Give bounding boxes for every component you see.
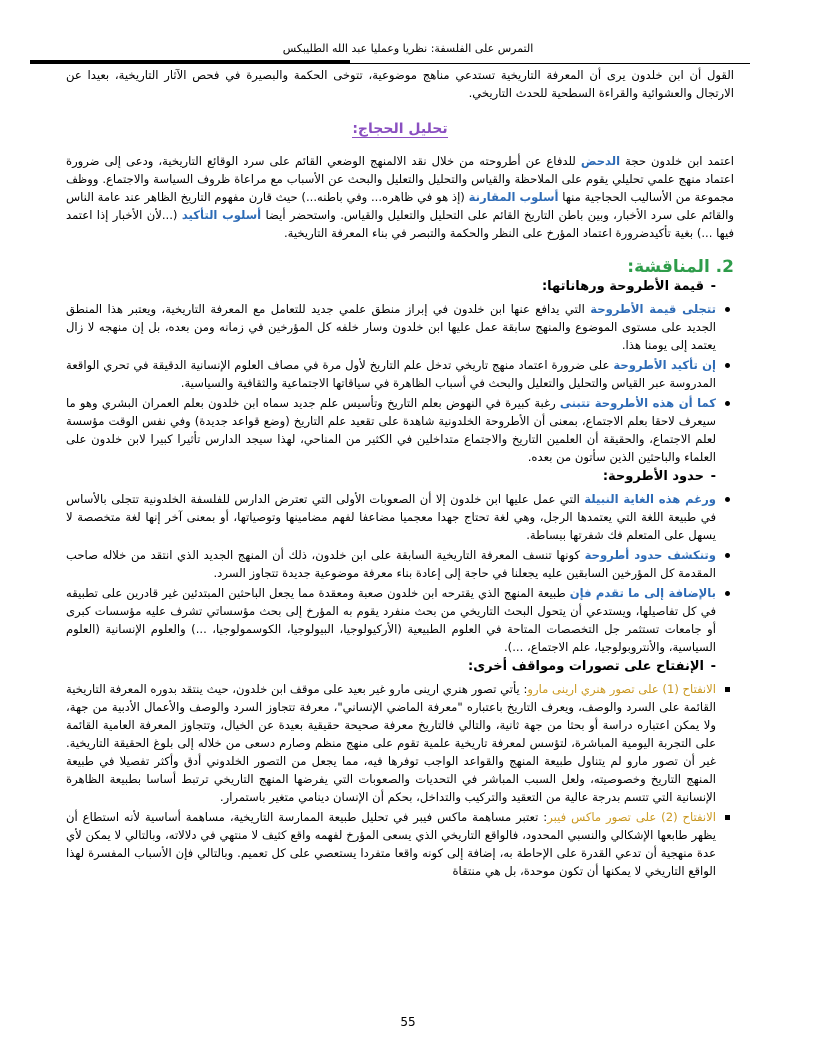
intro-paragraph: القول أن ابن خلدون يرى أن المعرفة التاريخية تستدعي مناهج موضوعية، تتوخى الحكمة والبصيرة في فحص الآثار التاريخية، بعيدا عن الارتجال والعشوائية والقراءة السطحية للحدث التاريخي. [66,68,734,100]
list-item: الانفتاح (2) على تصور ماكس فيبر: تعتبر مساهمة ماكس فيبر في تحليل طبيعة الممارسة التاريخية، مساهمة أساسية لأنه استطاع أن يظهر طابعها الإشكالي والنسبي المحدود، فالواقع التاريخي الذي يسعى المؤرخ لفهمه واقع كثيف لا منتهي في دلالاته، وبالتالي لا يمكن لأي عدة منهجية أن تدعي القدرة على الإحاطة به، إضافة إلى كونه واقعا متفردا يستعصي على كل تعميم. وبالتالي فإن الأسباب المفسرة لهذا الواقع التاريخي لا يمكنها أن تكون موحدة، بل هي منتقاة [66,808,734,880]
limits-list [66,490,734,656]
discussion-heading: 2. المناقشة: [627,257,734,277]
list-item: الانفتاح (1) على تصور هنري ارينى مارو: يأتي تصور هنري ارينى مارو غير بعيد على موقف ابن خلدون، حيث ينتقد بدوره المعرفة التاريخية القائمة على السرد والوصف، ويعرف التاريخ باعتباره "معرفة الماضي الإنساني"، معرفة تتجاوز السرد والوصف والأعمال الأدبية من جهة، ولا يمكن اعتباره دراسة أو بحثا من جهة ثانية، والتالي فالتاريخ معرفة صحيحة حقيقية بعيدة عن الخيال، وتتجاوز المعرفة العامية القائمة على التجربة اليومية المباشرة، لتؤسس لمعرفة تاريخية علمية تقوم على منهج منظم وصارم دسعى من خلاله إلى بلوغ الحقيقة التاريخية. غير أن تصور مارو لم يتناول طبيعة المنهج والقواعد الواجب توفرها فيه، مما يجعل من التصور الخلدوني أدق وأكثر تفصيلا في طبيعة المنهج التاريخ وخصوصيته، ولعل السبب المباشر في التحديات والصعوبات التي يفرضها المنهج التاريخي ترتبط أساسا بطبيعة الظاهرة الإنسانية التي تتسم بدرجة عالية من التعقيد والتركيب والتداخل، بحكم أن الإنسان دينامي متغير باستمرار. [66,680,734,806]
page-body [66,66,734,882]
argument-section-title: تحليل الحجاج: [352,121,448,137]
subheading-limits: - حدود الأطروحة: [66,468,734,486]
header-rule-thin [30,63,750,64]
subheading-value: - قيمة الأطروحة ورهاناتها: [66,278,734,296]
list-item: كما أن هذه الأطروحة تتبنى رغبة كبيرة في النهوض بعلم التاريخ وتأسيس علم جديد سماه ابن خلدون بعلم العمران البشري وهو ما سيعرف لاحقا بعلم الاجتماع، بمعنى أن الأطروحة الخلدونية شاهدة على تقعيد علم التاريخ (وضع قواعد جديدة) وفي نفس الوقت مؤسسة لعلم الاجتماع، والحقيقة أن العلمين التاريخ والاجتماع متداخلين في الكثير من المناحي، لهذا سيجد الدارس تأثيرا كبيرا لابن خلدون على العلماء والباحثين الذين سأتون من بعده. [66,394,734,466]
value-list [66,300,734,466]
list-item: إن تأكيد الأطروحة على ضرورة اعتماد منهج تاريخي تدخل علم التاريخ لأول مرة في مصاف العلوم الإنسانية الدقيقة في تحري الواقعة المدروسة عبر القياس والتحليل والتعليل والبحث في أسباب الظاهرة في سياقاتها الاجتماعية والثقافية والسياسية. [66,356,734,392]
subheading-openness: - الإنفتاح على تصورات ومواقف أخرى: [66,658,734,676]
list-item: تتجلى قيمة الأطروحة التي يدافع عنها ابن خلدون في إبراز منطق علمي جديد للتعامل مع المعرفة التاريخية، ويعتبر هذا المنطق الجديد على مستوى الموضوع والمنهج سابقة عمل عليها ابن خلدون وسار خلفه كل المؤرخين في زمانه ومن بعده، بل إن منهجه لا زال يعتمد إلى يومنا هذا. [66,300,734,354]
list-item: وتنكشف حدود أطروحة كونها تنسف المعرفة التاريخية السابقة على ابن خلدون، ذلك أن المنهج الجديد الذي انتقد من خلاله صاحب المقدمة كل المؤرخين السابقين عليه يجعلنا في حاجة إلى إعادة بناء معرفة موضوعية جديدة تتجاوز السرد. [66,546,734,582]
argument-paragraph: اعتمد ابن خلدون حجة الدحض للدفاع عن أطروحته من خلال نقد الالمنهج الوضعي القائم على سرد الوقائع التاريخية، ودعى إلى ضرورة اعتماد منهج علمي تحليلي يقوم على الملاحظة والقياس والتحليل والتعليل والبحث عن الأسباب مع مراعاة ظروف السياسة والاجتماع. ووظف مجموعة من الأساليب الحجاجية منها أسلوب المقارنة (إذ هو في ظاهره... وفي باطنه...) حيث قارن مفهوم التاريخ الظاهر عند عامة الناس والقائم على سرد الأخبار، وبين باطن التاريخ القائم على التحليل والتعليل والقياس. واستحضر أيضا أسلوب التأكيد (...لأن الأخبار إذا اعتمد فيها ...) بغية تأكيدضرورة اعتماد المؤرخ على النظر والحكمة والتبصر في بناء المعرفة التاريخية. [66,154,735,240]
page-number: 55 [400,1015,416,1029]
list-item: بالإضافة إلى ما تقدم فإن طبيعة المنهج الذي يقترحه ابن خلدون صعبة ومعقدة مما يجعل الباحثين المبتدئين غير قادرين على تطبيقه في كل تفاصيلها، ويستدعي أن يتحول البحث التاريخي من بحث منفرد يقوم به المؤرخ إلى بحث مؤسساتي تشرف عليه مؤسسات كبرى أو جامعات تستثمر جل التخصصات المتاحة في العلوم الطبيعية (الأركيولوجيا، البيولوجيا، الكوسمولوجيا، ...) والعلوم الإنسانية (العلوم السياسية، والأنتروبولوجيا، علم الاجتماع، ...). [66,584,734,656]
list-item: ورغم هذه الغاية النبيلة التي عمل عليها ابن خلدون إلا أن الصعوبات الأولى التي تعترض الدارس للفلسفة الخلدونية تتجلى بالأساس في طبيعة اللغة التي يعتمدها الرجل، وهي لغة تحتاج جهدا معجميا مضاعفا لفهم مضامينها وتوصياتها، أو بمعنى آخر إنها لغة متخصصة لا يسهل على المتعلم فك شفرتها ببساطة. [66,490,734,544]
running-header: التمرس على الفلسفة: نظريا وعمليا عبد الله الطليبكس [282,42,534,55]
openness-list [66,680,734,880]
